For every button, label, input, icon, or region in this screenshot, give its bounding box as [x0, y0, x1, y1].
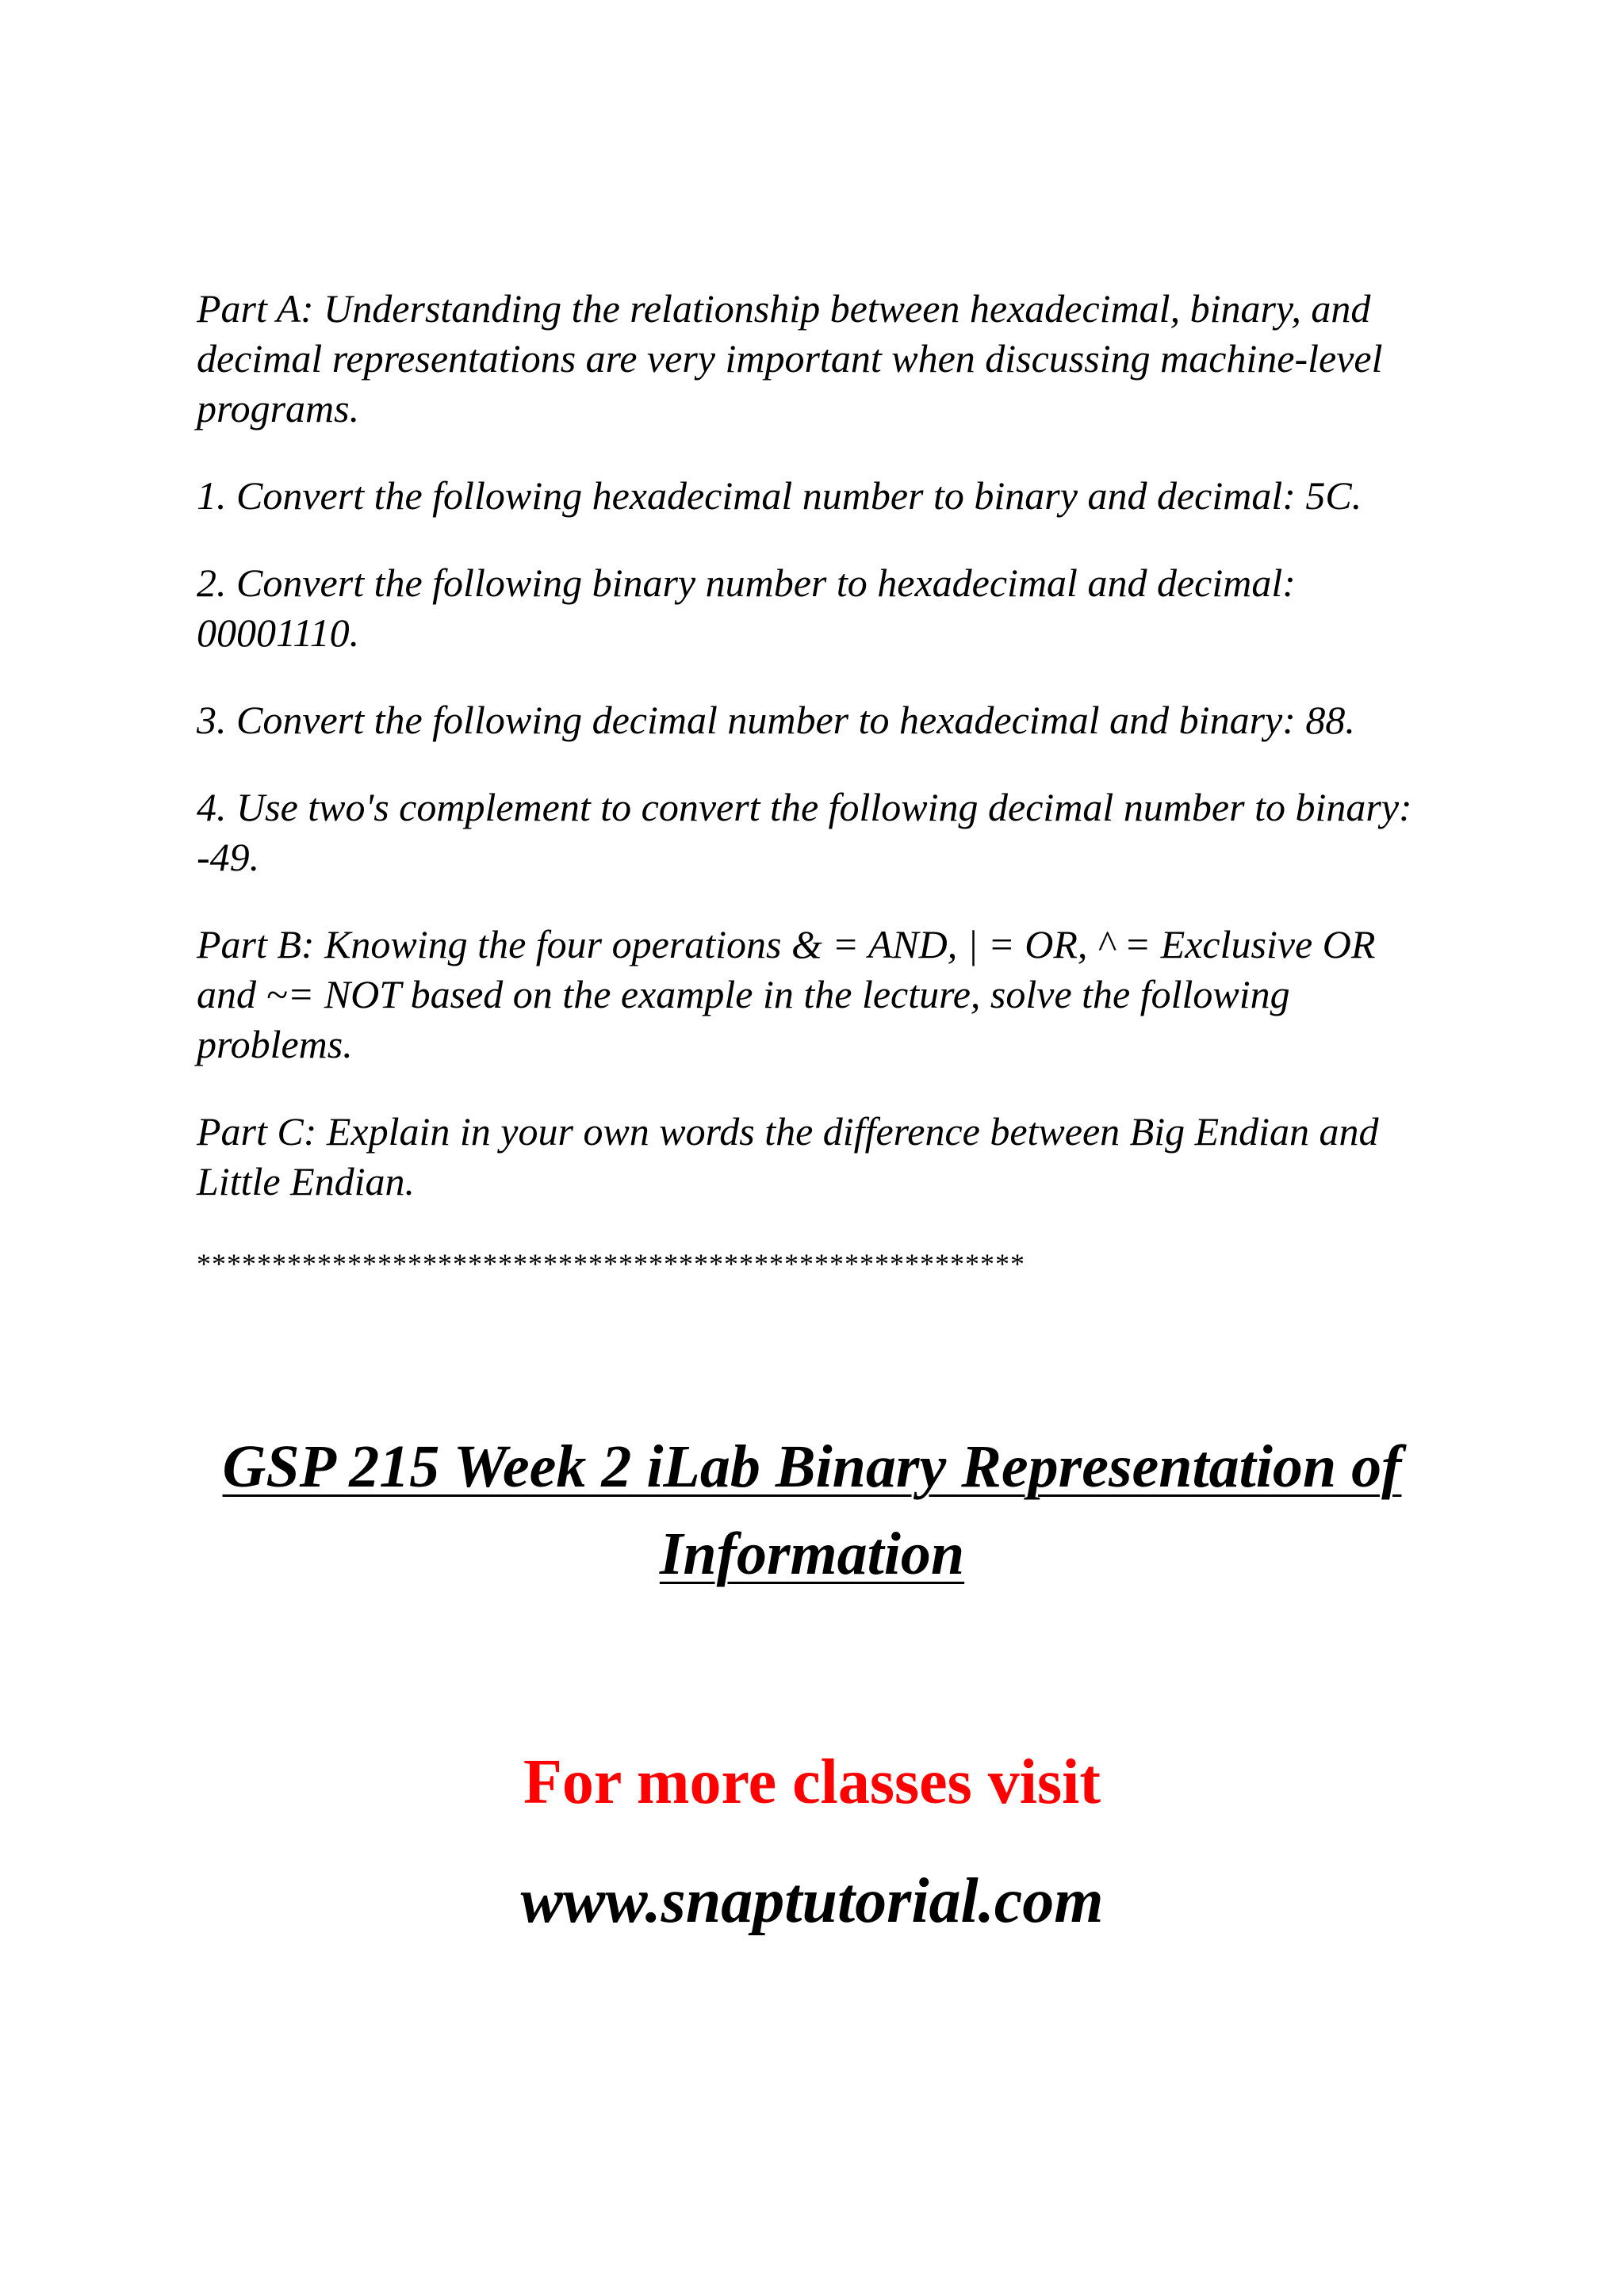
document-title: GSP 215 Week 2 iLab Binary Representation of Information — [222, 1433, 1402, 1587]
promo-url: www.snaptutorial.com — [520, 1866, 1104, 1936]
separator-line: ******************************************************* — [197, 1248, 1025, 1280]
part-c-text: Part C: Explain in your own words the difference between Big Endian and Little Endian. — [197, 1109, 1379, 1203]
part-b-text: Part B: Knowing the four operations & = AND, | = OR, ^ = Exclusive OR and ~= NOT based on the example in the lecture, solve the following problems. — [197, 922, 1376, 1066]
document-body — [197, 284, 1434, 1284]
part-a-intro: Part A: Understanding the relationship between hexadecimal, binary, and decimal representations are very important when discussing machine-level programs. — [197, 286, 1383, 430]
question-4: 4. Use two's complement to convert the following decimal number to binary: -49. — [197, 785, 1412, 879]
question-1: 1. Convert the following hexadecimal number to binary and decimal: 5C. — [197, 473, 1362, 518]
question-3: 3. Convert the following decimal number to hexadecimal and binary: 88. — [197, 698, 1355, 742]
question-2: 2. Convert the following binary number to hexadecimal and decimal: 00001110. — [197, 561, 1296, 655]
promo-text: For more classes visit — [523, 1747, 1101, 1817]
